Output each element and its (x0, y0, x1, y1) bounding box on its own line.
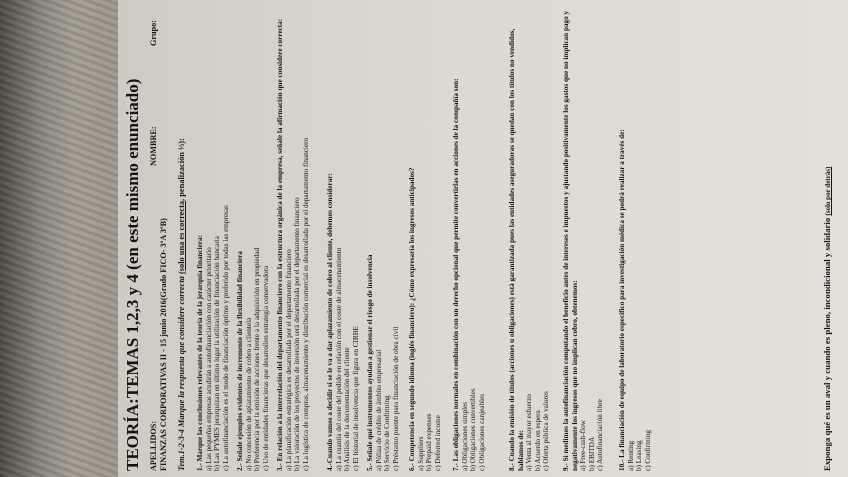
question-8 (508, 9, 551, 471)
option-c[interactable]: c) Obligaciones canjeables (477, 393, 486, 471)
question-text: 6.- Competencia en segundo idioma (inglés financiero): ¿Cómo expresaría los ingresos anticipados? (408, 167, 416, 471)
instructions-rest: , penalización ⅓): (177, 138, 186, 201)
option-c[interactable]: c) Confirming (643, 430, 652, 471)
option-a[interactable]: a) Obligaciones simples (460, 401, 469, 471)
option-c[interactable]: c) Préstamo puente para financiación de obra civil (391, 326, 400, 471)
question-text: 9.- Si medimos la autofinanciación computando el beneficio antes de intereses e impuestos y ajustando positivamente los gastos que no implican pago y negativamente los ingresos que no implican cobro, obtenemos: (562, 10, 579, 471)
option-c[interactable]: c) Oferta pública de valores (542, 391, 550, 471)
question-text: 1.- Marque las conclusiones relevantes de la teoría de la jerarquía financiera: (196, 235, 204, 471)
question-text: 4.-Cuando vamos a decidir si se le va a dar aplazamiento de cobro al cliente, debemos considerar: (326, 173, 334, 471)
essay-question-text: Exponga qué es un aval y cuando es pleno, incondicional y solidario (822, 217, 832, 471)
grupo-label: Grupo: (149, 20, 158, 46)
essay-question-note: (solo por detrás) (824, 166, 832, 216)
question-4 (326, 9, 360, 471)
question-3 (276, 9, 310, 471)
option-b[interactable]: b) Las PYMES jerarquizan en último lugar la utilización de financiación bancaria (213, 236, 221, 471)
question-6 (408, 9, 442, 471)
option-a[interactable]: a) Póliza de crédito de ámbito empresarial (374, 349, 383, 471)
question-9 (562, 9, 605, 471)
option-a[interactable]: a) Suppliers (416, 436, 425, 471)
option-c[interactable]: c) La autofinanciación es el modo de financiación óptimo y preferido por todas las empresas (221, 205, 230, 471)
option-b[interactable]: b) EBITDA (587, 436, 596, 471)
course-label: FINANZAS CORPORATIVAS II - 15 junio 2016(Grado FICO- 3ºA 3ºB) (159, 218, 168, 471)
question-text: 10.- La financiación de equipo de laboratorio específico para investigación médica se podrá realizar a través de: (618, 129, 626, 471)
instructions (178, 6, 187, 471)
instructions-bold: Tem.1-2-3-4 Marque la respuesta que considere correcta (177, 276, 186, 471)
option-a[interactable]: a) Renting (626, 440, 635, 471)
question-7 (452, 9, 486, 471)
option-b[interactable]: b) Leasing (635, 440, 643, 471)
option-c[interactable]: c) Autofinanciación libre (596, 399, 604, 471)
option-a[interactable]: a) La cuantía del coste del pedido en relación con el coste de almacenamiento (334, 247, 343, 471)
nombre-label: NOMBRE: (149, 126, 158, 166)
question-2 (236, 9, 270, 471)
option-c[interactable]: c) El historial de insolvencia que figura en CIRBE (351, 326, 360, 471)
question-text: 5.- Señale qué instrumentos ayudan a gestionar el riesgo de insolvencia (366, 254, 374, 471)
question-10 (618, 9, 652, 471)
rotated-page (118, 0, 848, 477)
option-a[interactable]: a) Free-cash-flow (579, 420, 587, 471)
apellidos-label: APELLIDOS: (149, 420, 158, 471)
option-a[interactable]: a) Venta al mayor esfuerzo (525, 394, 533, 471)
option-b[interactable]: b) La valoración de los proyectos de inversión será desarrollada por el departamento financiero (293, 197, 301, 471)
option-c[interactable]: c) Deferred income (433, 415, 442, 471)
exam-sheet (118, 0, 848, 477)
option-a[interactable]: a) La planificación estratégica es desarrollada por el departamento financiero (284, 249, 293, 471)
option-b[interactable]: b) Acuerdo en espera (533, 410, 542, 471)
essay-question (823, 6, 833, 471)
option-b[interactable]: b) Prepaid expenses (425, 413, 433, 471)
question-text: 2.- Señale ejemplos evidentes de incremento de la flexibilidad financiera (236, 251, 244, 471)
option-c[interactable]: c) La logística de compras, almacenamiento y distribución comercial es desarrollada por el departamento financiero (301, 137, 310, 471)
option-a[interactable]: a) No concesión de aplazamiento de cobro a clientela (244, 317, 253, 471)
question-5 (366, 9, 400, 471)
exam-title: TEORÍA:TEMAS 1,2,3 y 4 (en este mismo enunciado) (123, 78, 142, 471)
background-desk (0, 0, 120, 477)
question-text: 8.- Cuando la emisión de títulos (acciones u obligaciones) está garantizada pues las entidades aseguradoras se quedan con los títulos no vendidos, hablamos de: (508, 28, 525, 471)
option-b[interactable]: b) Análisis de la documentación del cliente (343, 347, 351, 471)
question-text: 7.- Las obligaciones normales en combinación con un derecho opcional que permite convertirlas en acciones de la compañía son: (452, 78, 460, 471)
option-b[interactable]: b) Servicio de Confirming (383, 395, 391, 471)
option-b[interactable]: b) Preferencia por la emisión de acciones frente a la adquisición en propiedad (253, 247, 261, 471)
instructions-underlined: (solo una es correcta (177, 200, 186, 275)
option-b[interactable]: b) Obligaciones convertibles (469, 388, 477, 471)
question-text: 3.- En relación a la interrelación del departamento financiero con la estructura orgánica de la empresa, señale la afirmación que considere correcta: (276, 18, 284, 471)
question-1 (196, 9, 230, 471)
option-a[interactable]: a) Las pequeñas empresas acudirán a autofinanciación con carácter prioritario (204, 247, 213, 471)
option-c[interactable]: c) Uso de entidades financieras que desarrollen estrategia conservadora (261, 265, 270, 471)
